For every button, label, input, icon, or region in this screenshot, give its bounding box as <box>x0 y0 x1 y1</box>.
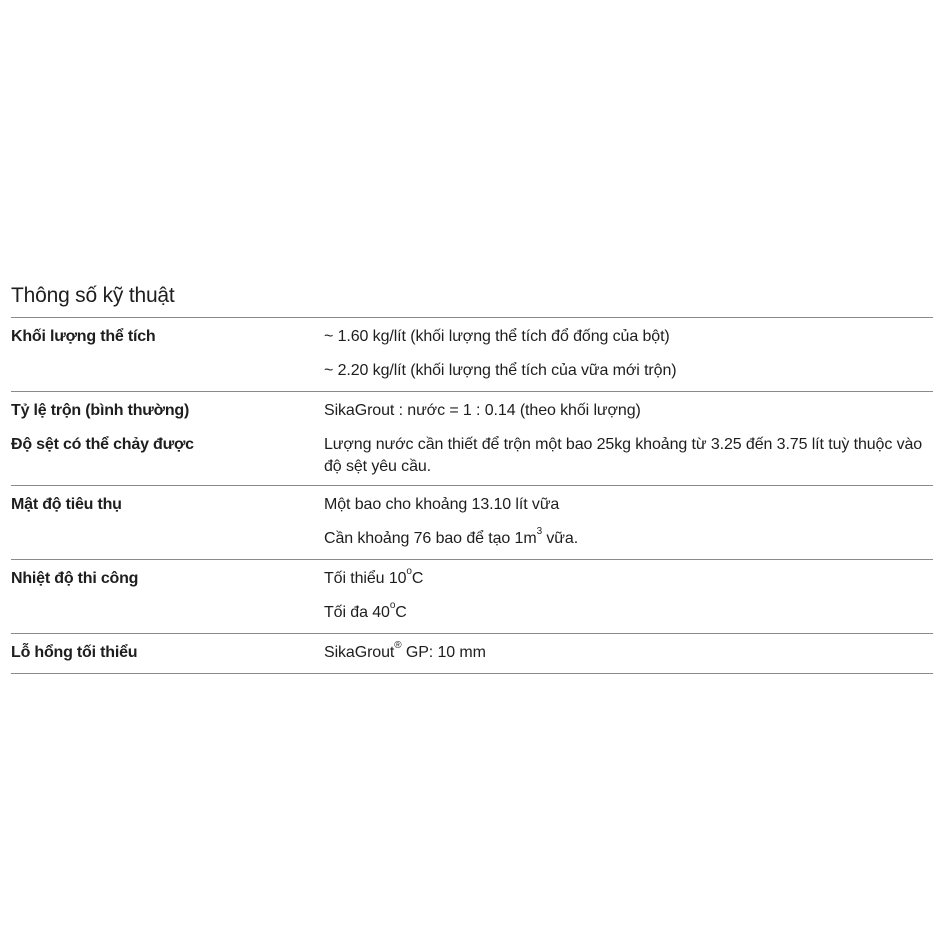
degree-superscript: o <box>389 600 396 611</box>
spec-value-temp-min <box>324 566 933 592</box>
spec-values-min-gap <box>324 640 933 666</box>
cubic-superscript: 3 <box>536 526 543 537</box>
technical-specs-section <box>11 282 933 674</box>
spec-values-consumption <box>324 492 933 552</box>
spec-label-mix-ratio: Tỷ lệ trộn (bình thường) <box>11 402 190 419</box>
temp-max-unit: C <box>395 604 407 621</box>
spec-value-temp-max <box>324 600 933 626</box>
spec-values-density <box>324 324 933 384</box>
spec-values-temperature <box>324 566 933 626</box>
spec-value-fresh-density: ~ 2.20 kg/lít (khối lượng thể tích của vữa mới trộn) <box>324 362 677 379</box>
temp-min-unit: C <box>411 570 424 587</box>
spec-group-density <box>11 318 933 392</box>
spec-value-min-gap <box>324 640 933 666</box>
spec-row-consumption <box>11 492 933 552</box>
spec-value-bulk-density: ~ 1.60 kg/lít (khối lượng thể tích đổ đống của bột) <box>324 328 670 345</box>
spec-row-temperature <box>11 566 933 626</box>
spec-group-mixing <box>11 392 933 486</box>
min-gap-text: GP: 10 mm <box>401 644 486 661</box>
spec-values-flow-consistency <box>324 432 933 478</box>
spec-table <box>11 317 933 674</box>
temp-max-text: Tối đa 40 <box>324 604 390 621</box>
degree-superscript: o <box>406 566 412 577</box>
spec-value-yield-per-bag: Một bao cho khoảng 13.10 lít vữa <box>324 496 560 513</box>
spec-group-consumption <box>11 486 933 560</box>
section-title: Thông số kỹ thuật <box>11 284 175 307</box>
registered-mark: ® <box>394 640 402 651</box>
spec-row-mix-ratio <box>11 398 933 424</box>
spec-row-flow-consistency <box>11 432 933 478</box>
product-name: SikaGrout <box>324 644 395 661</box>
spec-row-min-gap <box>11 640 933 666</box>
spec-label-temperature: Nhiệt độ thi công <box>11 570 139 587</box>
spec-label-consumption: Mật độ tiêu thụ <box>11 496 122 513</box>
spec-group-min-gap <box>11 634 933 674</box>
spec-values-mix-ratio <box>324 398 933 424</box>
spec-label-flow-consistency: Độ sệt có thể chảy được <box>11 436 194 453</box>
spec-row-density <box>11 324 933 384</box>
spec-value-bags-per-m3 <box>324 526 933 552</box>
spec-group-temperature <box>11 560 933 634</box>
temp-min-text: Tối thiểu 10 <box>324 570 407 587</box>
spec-value-mix-ratio: SikaGrout : nước = 1 : 0.14 (theo khối lượng) <box>324 402 641 419</box>
spec-label-min-gap: Lỗ hổng tối thiểu <box>11 644 138 661</box>
bags-per-m3-text: Cần khoảng 76 bao để tạo 1m <box>324 530 537 547</box>
spec-label-density: Khối lượng thể tích <box>11 328 156 345</box>
spec-value-water-demand: Lượng nước cần thiết để trộn một bao 25kg khoảng từ 3.25 đến 3.75 lít tuỳ thuộc vào độ sệt yêu cầu. <box>324 436 923 475</box>
bags-per-m3-suffix: vữa. <box>542 530 579 547</box>
